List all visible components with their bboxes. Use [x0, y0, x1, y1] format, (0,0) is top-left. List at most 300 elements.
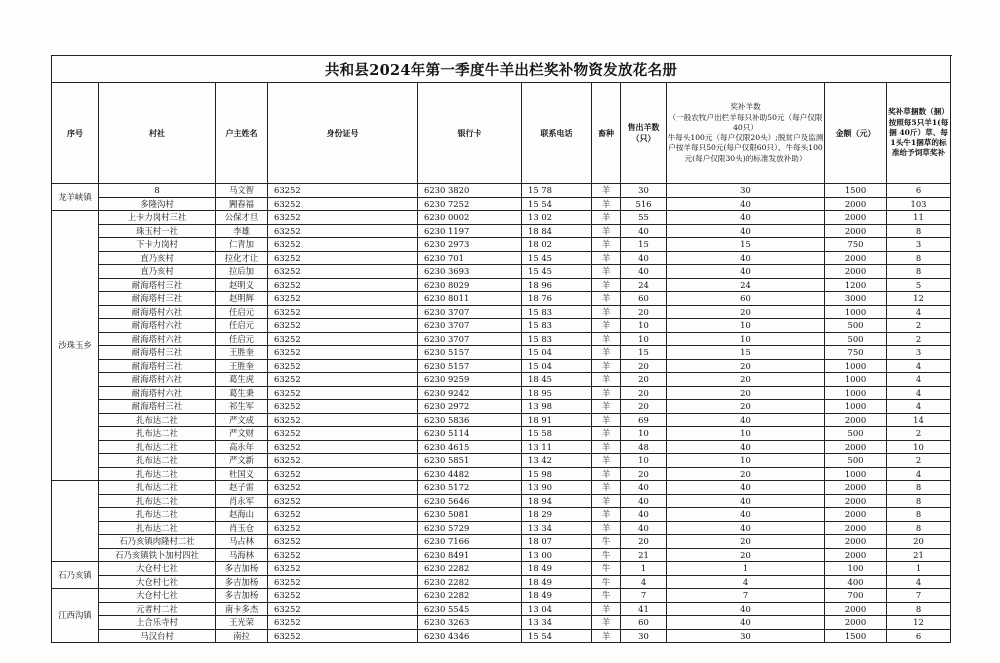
cell-grass: 20 [887, 535, 951, 549]
cell-reward: 40 [667, 265, 825, 279]
cell-name: 南卡多杰 [216, 602, 268, 616]
cell-phone: 18 76 [522, 292, 592, 306]
cell-grass: 6 [887, 629, 951, 643]
cell-kind: 羊 [592, 521, 621, 535]
cell-reward: 7 [667, 589, 825, 603]
cell-amount: 2000 [825, 413, 887, 427]
cell-bank: 6230 3820 [418, 184, 522, 198]
cell-amount: 1000 [825, 359, 887, 373]
cell-id: 63252 [268, 616, 418, 630]
cell-name: 杜国义 [216, 467, 268, 481]
cell-amount: 1000 [825, 467, 887, 481]
cell-amount: 1200 [825, 278, 887, 292]
cell-amount: 2000 [825, 535, 887, 549]
header-seq: 序号 [52, 83, 99, 184]
cell-reward: 1 [667, 562, 825, 576]
table-row [52, 427, 951, 441]
cell-grass: 4 [887, 359, 951, 373]
header-livestock: 畜种 [592, 83, 621, 184]
town-cell [52, 481, 99, 562]
cell-bank: 6230 4346 [418, 629, 522, 643]
cell-id: 63252 [268, 535, 418, 549]
cell-reward: 20 [667, 373, 825, 387]
header-village: 村社 [99, 83, 216, 184]
cell-grass: 12 [887, 616, 951, 630]
cell-grass: 8 [887, 265, 951, 279]
cell-reward: 20 [667, 386, 825, 400]
cell-kind: 羊 [592, 440, 621, 454]
cell-grass: 8 [887, 494, 951, 508]
cell-name: 严文新 [216, 454, 268, 468]
cell-kind: 羊 [592, 305, 621, 319]
cell-name: 公保才旦 [216, 211, 268, 225]
cell-bank: 6230 7252 [418, 197, 522, 211]
cell-bank: 6230 3707 [418, 332, 522, 346]
cell-grass: 8 [887, 251, 951, 265]
cell-sold: 20 [621, 386, 667, 400]
cell-phone: 15 45 [522, 265, 592, 279]
town-cell: 沙珠玉乡 [52, 211, 99, 481]
cell-village: 直乃亥村 [99, 265, 216, 279]
cell-id: 63252 [268, 589, 418, 603]
cell-reward: 40 [667, 508, 825, 522]
table-row [52, 211, 951, 225]
cell-amount: 100 [825, 562, 887, 576]
cell-amount: 700 [825, 589, 887, 603]
cell-id: 63252 [268, 454, 418, 468]
cell-bank: 6230 5157 [418, 359, 522, 373]
cell-amount: 2000 [825, 481, 887, 495]
cell-id: 63252 [268, 319, 418, 333]
cell-bank: 6230 3707 [418, 305, 522, 319]
cell-amount: 500 [825, 332, 887, 346]
cell-name: 多吉加杨 [216, 589, 268, 603]
cell-id: 63252 [268, 521, 418, 535]
cell-grass: 8 [887, 224, 951, 238]
cell-sold: 60 [621, 292, 667, 306]
cell-name: 严文成 [216, 413, 268, 427]
cell-id: 63252 [268, 305, 418, 319]
cell-village: 耐海塔村六社 [99, 319, 216, 333]
cell-kind: 羊 [592, 265, 621, 279]
cell-id: 63252 [268, 265, 418, 279]
table-row [52, 292, 951, 306]
cell-grass: 1 [887, 562, 951, 576]
cell-reward: 4 [667, 575, 825, 589]
table-row [52, 413, 951, 427]
cell-id: 63252 [268, 508, 418, 522]
table-title: 共和县2024年第一季度牛羊出栏奖补物资发放花名册 [52, 56, 951, 83]
cell-village: 上卡力岗村三社 [99, 211, 216, 225]
cell-bank: 6230 3263 [418, 616, 522, 630]
cell-sold: 10 [621, 427, 667, 441]
cell-village: 耐海塔村三社 [99, 346, 216, 360]
cell-grass: 4 [887, 400, 951, 414]
cell-name: 闁春福 [216, 197, 268, 211]
cell-sold: 30 [621, 629, 667, 643]
cell-id: 63252 [268, 386, 418, 400]
table-row [52, 589, 951, 603]
cell-reward: 40 [667, 616, 825, 630]
cell-phone: 18 45 [522, 373, 592, 387]
header-household: 户主姓名 [216, 83, 268, 184]
cell-amount: 750 [825, 238, 887, 252]
cell-kind: 牛 [592, 562, 621, 576]
cell-sold: 30 [621, 184, 667, 198]
cell-kind: 牛 [592, 535, 621, 549]
cell-bank: 6230 9242 [418, 386, 522, 400]
cell-village: 石乃亥镇肉隆村二社 [99, 535, 216, 549]
cell-village: 耐海塔村三社 [99, 278, 216, 292]
cell-village: 大仓村七社 [99, 575, 216, 589]
cell-amount: 1500 [825, 184, 887, 198]
header-grass: 奖补草捆数（捆） 按照每5只羊1(每捆 40斤）草、每1头牛1捆草的标准给予饲草奖补 [887, 83, 951, 184]
cell-amount: 1500 [825, 629, 887, 643]
cell-grass: 3 [887, 238, 951, 252]
cell-amount: 2000 [825, 251, 887, 265]
cell-grass: 103 [887, 197, 951, 211]
cell-village: 珠玉村一社 [99, 224, 216, 238]
cell-village: 扎布达二社 [99, 440, 216, 454]
cell-phone: 13 34 [522, 616, 592, 630]
cell-amount: 1000 [825, 400, 887, 414]
cell-grass: 8 [887, 602, 951, 616]
cell-bank: 6230 5836 [418, 413, 522, 427]
cell-phone: 13 98 [522, 400, 592, 414]
cell-id: 63252 [268, 292, 418, 306]
table-row [52, 238, 951, 252]
cell-grass: 8 [887, 521, 951, 535]
cell-phone: 18 49 [522, 575, 592, 589]
cell-grass: 10 [887, 440, 951, 454]
cell-village: 大仓村七社 [99, 562, 216, 576]
cell-phone: 18 96 [522, 278, 592, 292]
cell-reward: 15 [667, 238, 825, 252]
cell-bank: 6230 4482 [418, 467, 522, 481]
cell-grass: 4 [887, 467, 951, 481]
cell-village: 扎布达二社 [99, 481, 216, 495]
cell-id: 63252 [268, 413, 418, 427]
cell-amount: 2000 [825, 616, 887, 630]
cell-name: 赵子雷 [216, 481, 268, 495]
cell-kind: 羊 [592, 224, 621, 238]
cell-sold: 10 [621, 454, 667, 468]
cell-name: 仁青加 [216, 238, 268, 252]
roster-table [51, 55, 951, 643]
cell-id: 63252 [268, 251, 418, 265]
cell-id: 63252 [268, 197, 418, 211]
table-row [52, 359, 951, 373]
cell-phone: 13 34 [522, 521, 592, 535]
cell-bank: 6230 8029 [418, 278, 522, 292]
cell-sold: 24 [621, 278, 667, 292]
cell-kind: 羊 [592, 278, 621, 292]
cell-sold: 7 [621, 589, 667, 603]
header-phone: 联系电话 [522, 83, 592, 184]
cell-village: 耐海塔村六社 [99, 373, 216, 387]
cell-sold: 20 [621, 359, 667, 373]
cell-phone: 18 29 [522, 508, 592, 522]
cell-id: 63252 [268, 548, 418, 562]
cell-grass: 2 [887, 454, 951, 468]
table-row [52, 305, 951, 319]
cell-sold: 1 [621, 562, 667, 576]
table-row [52, 602, 951, 616]
cell-phone: 15 04 [522, 346, 592, 360]
cell-id: 63252 [268, 481, 418, 495]
cell-bank: 6230 8011 [418, 292, 522, 306]
cell-reward: 40 [667, 602, 825, 616]
table-row [52, 535, 951, 549]
cell-id: 63252 [268, 332, 418, 346]
cell-grass: 5 [887, 278, 951, 292]
cell-amount: 2000 [825, 224, 887, 238]
table-row [52, 400, 951, 414]
cell-id: 63252 [268, 602, 418, 616]
cell-bank: 6230 3707 [418, 319, 522, 333]
cell-reward: 40 [667, 481, 825, 495]
cell-name: 严文财 [216, 427, 268, 441]
town-cell: 石乃亥镇 [52, 562, 99, 589]
cell-amount: 500 [825, 319, 887, 333]
cell-sold: 40 [621, 508, 667, 522]
cell-id: 63252 [268, 400, 418, 414]
cell-name: 任启元 [216, 319, 268, 333]
cell-kind: 羊 [592, 413, 621, 427]
cell-bank: 6230 5172 [418, 481, 522, 495]
cell-grass: 2 [887, 319, 951, 333]
cell-reward: 20 [667, 535, 825, 549]
cell-name: 祁生军 [216, 400, 268, 414]
cell-amount: 2000 [825, 548, 887, 562]
table-row [52, 278, 951, 292]
cell-phone: 13 02 [522, 211, 592, 225]
cell-phone: 15 58 [522, 427, 592, 441]
cell-sold: 40 [621, 494, 667, 508]
cell-amount: 500 [825, 427, 887, 441]
cell-village: 耐海塔村三社 [99, 359, 216, 373]
cell-sold: 10 [621, 319, 667, 333]
header-row [52, 83, 951, 184]
cell-bank: 6230 5545 [418, 602, 522, 616]
cell-bank: 6230 9259 [418, 373, 522, 387]
cell-village: 扎布达二社 [99, 427, 216, 441]
cell-sold: 55 [621, 211, 667, 225]
cell-reward: 40 [667, 197, 825, 211]
cell-kind: 羊 [592, 629, 621, 643]
cell-village: 耐海塔村六社 [99, 386, 216, 400]
cell-phone: 13 04 [522, 602, 592, 616]
cell-name: 拉后加 [216, 265, 268, 279]
cell-village: 上合乐寺村 [99, 616, 216, 630]
cell-phone: 15 83 [522, 305, 592, 319]
cell-reward: 20 [667, 305, 825, 319]
cell-phone: 18 94 [522, 494, 592, 508]
cell-amount: 2000 [825, 197, 887, 211]
cell-kind: 羊 [592, 211, 621, 225]
cell-kind: 羊 [592, 359, 621, 373]
cell-id: 63252 [268, 238, 418, 252]
cell-sold: 516 [621, 197, 667, 211]
cell-amount: 2000 [825, 211, 887, 225]
table-row [52, 319, 951, 333]
cell-kind: 羊 [592, 616, 621, 630]
table-row [52, 616, 951, 630]
table-row [52, 224, 951, 238]
cell-reward: 40 [667, 440, 825, 454]
header-id-card: 身份证号 [268, 83, 418, 184]
table-row [52, 251, 951, 265]
cell-village: 扎布达二社 [99, 467, 216, 481]
header-sold: 售出羊数（只） [621, 83, 667, 184]
cell-phone: 15 54 [522, 629, 592, 643]
cell-reward: 10 [667, 332, 825, 346]
cell-id: 63252 [268, 467, 418, 481]
cell-village: 耐海塔村三社 [99, 292, 216, 306]
cell-reward: 10 [667, 319, 825, 333]
table-row [52, 332, 951, 346]
cell-name: 南拉 [216, 629, 268, 643]
cell-phone: 13 90 [522, 481, 592, 495]
cell-id: 63252 [268, 359, 418, 373]
cell-id: 63252 [268, 346, 418, 360]
cell-kind: 羊 [592, 319, 621, 333]
cell-village: 大仓村七社 [99, 589, 216, 603]
cell-reward: 20 [667, 467, 825, 481]
cell-kind: 羊 [592, 467, 621, 481]
cell-grass: 3 [887, 346, 951, 360]
cell-bank: 6230 1197 [418, 224, 522, 238]
cell-grass: 4 [887, 386, 951, 400]
cell-reward: 40 [667, 251, 825, 265]
header-bank-card: 银行卡 [418, 83, 522, 184]
cell-name: 多吉加杨 [216, 575, 268, 589]
cell-id: 63252 [268, 575, 418, 589]
cell-id: 63252 [268, 211, 418, 225]
cell-grass: 2 [887, 332, 951, 346]
table-row [52, 494, 951, 508]
cell-id: 63252 [268, 440, 418, 454]
table-row [52, 548, 951, 562]
cell-sold: 20 [621, 400, 667, 414]
cell-village: 8 [99, 184, 216, 198]
table-row [52, 575, 951, 589]
cell-kind: 牛 [592, 575, 621, 589]
cell-amount: 2000 [825, 521, 887, 535]
cell-bank: 6230 2282 [418, 562, 522, 576]
cell-name: 赵海山 [216, 508, 268, 522]
table-row [52, 562, 951, 576]
cell-amount: 1000 [825, 386, 887, 400]
table-row [52, 521, 951, 535]
cell-sold: 69 [621, 413, 667, 427]
cell-bank: 6230 0002 [418, 211, 522, 225]
cell-kind: 羊 [592, 373, 621, 387]
cell-bank: 6230 3693 [418, 265, 522, 279]
cell-bank: 6230 5114 [418, 427, 522, 441]
cell-village: 扎布达二社 [99, 508, 216, 522]
cell-kind: 羊 [592, 332, 621, 346]
cell-name: 任启元 [216, 332, 268, 346]
cell-sold: 10 [621, 332, 667, 346]
cell-grass: 12 [887, 292, 951, 306]
cell-id: 63252 [268, 494, 418, 508]
cell-grass: 8 [887, 508, 951, 522]
header-amount: 金额（元） [825, 83, 887, 184]
cell-reward: 10 [667, 454, 825, 468]
cell-id: 63252 [268, 629, 418, 643]
cell-grass: 11 [887, 211, 951, 225]
cell-amount: 750 [825, 346, 887, 360]
cell-kind: 羊 [592, 508, 621, 522]
cell-name: 王胜奎 [216, 346, 268, 360]
cell-amount: 2000 [825, 265, 887, 279]
cell-sold: 40 [621, 265, 667, 279]
cell-grass: 7 [887, 589, 951, 603]
cell-reward: 30 [667, 184, 825, 198]
cell-sold: 48 [621, 440, 667, 454]
cell-grass: 21 [887, 548, 951, 562]
cell-amount: 2000 [825, 508, 887, 522]
cell-kind: 羊 [592, 427, 621, 441]
cell-phone: 18 02 [522, 238, 592, 252]
cell-grass: 4 [887, 305, 951, 319]
cell-reward: 30 [667, 629, 825, 643]
table-row [52, 346, 951, 360]
cell-sold: 40 [621, 224, 667, 238]
cell-kind: 羊 [592, 251, 621, 265]
cell-bank: 6230 5729 [418, 521, 522, 535]
cell-village: 多隆沟村 [99, 197, 216, 211]
cell-village: 扎布达二社 [99, 521, 216, 535]
cell-phone: 15 83 [522, 319, 592, 333]
cell-name: 李雄 [216, 224, 268, 238]
cell-name: 肖玉仓 [216, 521, 268, 535]
table-row [52, 197, 951, 211]
cell-bank: 6230 2282 [418, 589, 522, 603]
cell-kind: 羊 [592, 197, 621, 211]
table-row [52, 184, 951, 198]
cell-name: 王光荣 [216, 616, 268, 630]
cell-name: 马文智 [216, 184, 268, 198]
cell-phone: 15 45 [522, 251, 592, 265]
cell-amount: 500 [825, 454, 887, 468]
cell-id: 63252 [268, 224, 418, 238]
cell-reward: 20 [667, 400, 825, 414]
cell-amount: 400 [825, 575, 887, 589]
cell-reward: 24 [667, 278, 825, 292]
table-row [52, 454, 951, 468]
cell-phone: 15 04 [522, 359, 592, 373]
cell-village: 耐海塔村六社 [99, 332, 216, 346]
cell-amount: 1000 [825, 305, 887, 319]
cell-bank: 6230 701 [418, 251, 522, 265]
table-row [52, 481, 951, 495]
cell-grass: 14 [887, 413, 951, 427]
town-cell: 龙羊峡镇 [52, 184, 99, 211]
cell-bank: 6230 2972 [418, 400, 522, 414]
cell-reward: 60 [667, 292, 825, 306]
cell-name: 葛生虎 [216, 373, 268, 387]
table-row [52, 265, 951, 279]
cell-sold: 40 [621, 251, 667, 265]
cell-reward: 20 [667, 548, 825, 562]
cell-reward: 10 [667, 427, 825, 441]
cell-name: 赵明义 [216, 278, 268, 292]
cell-bank: 6230 5081 [418, 508, 522, 522]
cell-name: 多吉加杨 [216, 562, 268, 576]
table-row [52, 386, 951, 400]
